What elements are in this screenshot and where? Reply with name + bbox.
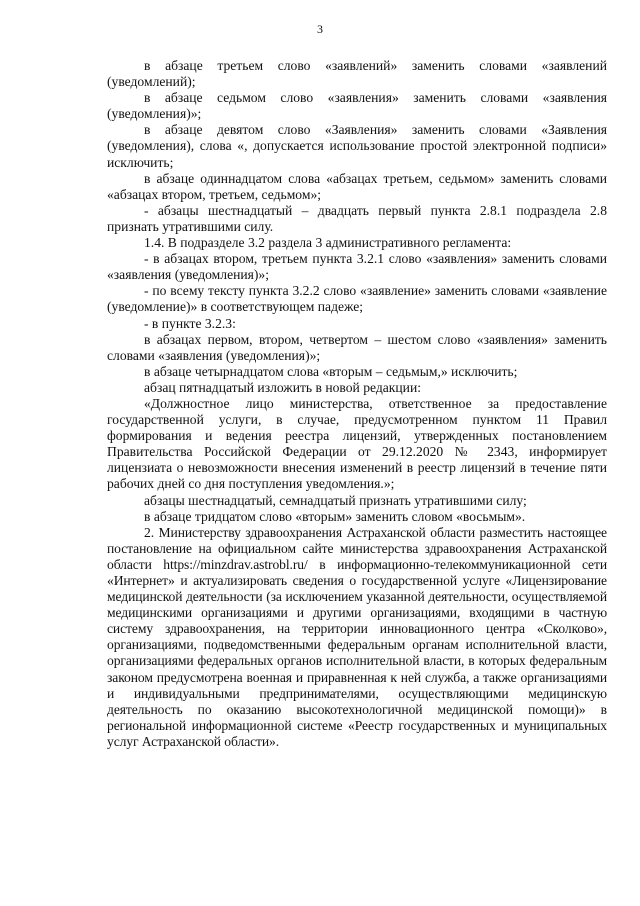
paragraph: в абзаце девятом слово «Заявления» заменить словами «Заявления (уведомления), слова «, допускается использование простой электронной подписи» исключить; (107, 122, 607, 170)
paragraph: - в абзацах втором, третьем пункта 3.2.1 слово «заявления» заменить словами «заявления (уведомления)»; (107, 251, 607, 283)
paragraph: в абзаце одиннадцатом слова «абзацах третьем, седьмом» заменить словами «абзацах втором, третьем, седьмом»; (107, 170, 607, 202)
paragraph: в абзаце третьем слово «заявлений» заменить словами «заявлений (уведомлений); (107, 58, 607, 90)
paragraph: 1.4. В подразделе 3.2 раздела 3 административного регламента: (144, 235, 512, 251)
paragraph: в абзаце тридцатом слово «вторым» заменить словом «восьмым». (144, 508, 526, 524)
paragraph: - абзацы шестнадцатый – двадцать первый пункта 2.8.1 подраздела 2.8 признать утратившими силу. (107, 202, 607, 234)
paragraph: «Должностное лицо министерства, ответственное за предоставление государственной услуги, в случае, предусмотренном пунктом 11 Правил формирования и ведения реестра лицензий, утвержденных постановлением Правительства Российской Федерации от 29.12.2020 № 2343, информирует лицензиата о невозможности внесения изменений в реестр лицензий в течение пяти рабочих дней со дня поступления уведомления.»; (107, 395, 607, 492)
paragraph: - по всему тексту пункта 3.2.2 слово «заявление» заменить словами «заявление (уведомление)» в соответствующем падеже; (107, 283, 607, 315)
paragraph: абзацы шестнадцатый, семнадцатый признать утратившими силу; (144, 492, 527, 508)
paragraph: - в пункте 3.2.3: (144, 315, 236, 331)
paragraph: в абзаце седьмом слово «заявления» заменить словами «заявления (уведомления)»; (107, 90, 607, 122)
paragraph: в абзацах первом, втором, четвертом – шестом слово «заявления» заменить словами «заявления (уведомления)»; (107, 331, 607, 363)
document-body (107, 58, 607, 750)
paragraph: абзац пятнадцатый изложить в новой редакции: (144, 379, 422, 395)
page-number: 3 (317, 22, 323, 36)
paragraph: в абзаце четырнадцатом слова «вторым – седьмым,» исключить; (144, 363, 518, 379)
paragraph: 2. Министерству здравоохранения Астраханской области разместить настоящее постановление на официальном сайте министерства здравоохранения Астраханской области https://minzdrav.astrobl.ru/ в информационно-телекоммуникационной сети «Интернет» и актуализировать сведения о государственной услуге «Лицензирование медицинской деятельности (за исключением указанной деятельности, осуществляемой медицинскими организациями и другими организациями, входящими в частную систему здравоохранения, на территории инновационного центра «Сколково», организациями, подведомственными федеральным органам исполнительной власти, организациями федеральных органов исполнительной власти, в которых федеральным законом предусмотрена военная и приравненная к ней служба, а также организациями и индивидуальными предпринимателями, осуществляющими медицинскую деятельность по оказанию высокотехнологичной медицинской помощи)» в региональной информационной системе «Реестр государственных и муниципальных услуг Астраханской области». (107, 524, 607, 749)
